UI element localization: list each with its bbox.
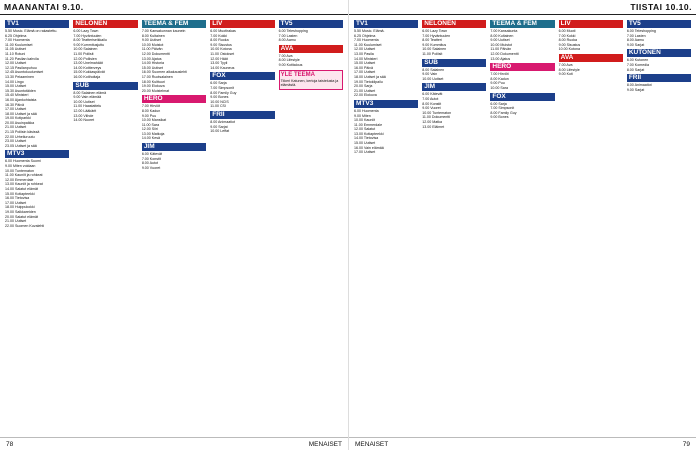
channel-header-nelonen: NELONEN	[73, 20, 137, 28]
program-entry: 6.00 Sarja	[210, 81, 227, 86]
program-entry: 7.00 Autot	[422, 96, 439, 101]
program-entry: 7.00 Komedia	[626, 62, 649, 67]
program-entry: 11.00 CSI	[210, 104, 226, 109]
program-entry: 10.00 Muistot	[141, 42, 164, 47]
program-entry: 6.00 Muotirakas	[210, 29, 236, 33]
program-entry: 8.00 Kultainen	[141, 33, 165, 38]
program-entry: 7.00 Ava	[278, 53, 293, 58]
program-entry: 8.00 Lifestyle	[278, 58, 300, 63]
program-entry: 9.00 Uutiset	[141, 38, 161, 43]
left-page-number: 78	[6, 440, 14, 448]
program-entry: 20.00 Sarja	[354, 84, 373, 89]
channel-listing	[627, 29, 691, 47]
left-columns	[0, 15, 348, 436]
program-entry: 8.00 Aamu	[278, 38, 296, 43]
program-entry: 12.45 Asuntokuulumiset	[5, 70, 44, 75]
program-entry: 11.05 Uutiset	[5, 47, 26, 52]
program-entry: 14.00 Ministeri	[354, 56, 378, 61]
program-entry: 10.00 Tuntematon	[5, 168, 34, 173]
right-col-5	[625, 18, 693, 436]
program-entry: 18.00 Uutiset ja sää	[354, 74, 386, 79]
program-entry: 7.00 Ava	[558, 62, 573, 67]
program-entry: 16.00 Vain elämää	[354, 145, 384, 150]
program-entry: 9.00 Miten	[354, 113, 371, 118]
program-entry: 16.30 Päivä	[5, 102, 24, 107]
channel-header-hero: HERO	[142, 95, 206, 103]
program-entry: 6.25 Ohjelma	[354, 33, 376, 38]
program-entry: 12.00 Salatut	[354, 127, 376, 132]
program-entry: 19.00 Salkkareiden	[5, 209, 36, 214]
program-entry: 10.00 NCIS	[210, 99, 229, 104]
program-entry: 11.00 Dokumentti	[422, 115, 451, 120]
program-entry: 10.00 Muistot	[490, 42, 512, 47]
program-entry: 14.00 Salatut elämät	[5, 187, 38, 191]
channel-listing	[559, 29, 623, 52]
program-entry: 12.00 Uutiset	[5, 61, 27, 66]
channel-listing	[142, 152, 206, 170]
program-entry: 11.20 Pasilan kahvila	[5, 56, 39, 61]
program-entry: 13.00 Ajatus	[141, 56, 162, 61]
program-entry: 9.00 Sarjat	[210, 124, 228, 129]
program-entry: 7.00 Hyväntuulen	[422, 33, 451, 38]
program-entry: 10.00 Salainen	[73, 47, 98, 52]
program-entry: 13.00 Tyyli	[210, 61, 228, 66]
program-entry: 12.00 Emmerdale	[5, 177, 34, 182]
channel-listing	[210, 120, 274, 134]
channel-header-fox: FOX	[210, 72, 274, 80]
program-entry: 14.00 Kauneus	[210, 65, 235, 70]
program-entry: 9.00 Koti	[558, 72, 573, 77]
program-entry: 10.00 Kotona	[558, 47, 580, 52]
program-entry: 6.25 Ohjelma	[5, 33, 27, 38]
program-entry: 9.00 Bones	[210, 95, 229, 100]
program-entry: 11.00 Kuulumiset	[5, 42, 33, 47]
program-entry: 9.00 Puu	[141, 113, 157, 118]
channel-header-sub: SUB	[73, 82, 137, 90]
right-columns	[349, 15, 696, 436]
right-col-1	[352, 18, 420, 436]
program-entry: 10.00 Kauniit	[354, 118, 375, 123]
program-entry: 8.00 Kultainen	[490, 33, 514, 38]
program-entry: 14.00 Nuoret	[73, 118, 95, 123]
program-entry: 5.50 Music. Elämä on rakastettu.	[5, 29, 58, 33]
program-entry: 14.00 Historia	[141, 61, 164, 66]
program-entry: 6.00 Muoti	[558, 29, 576, 33]
program-entry: 6.00 Lazy Town	[73, 29, 99, 33]
channel-header-liv: LIV	[559, 20, 623, 28]
program-entry: 10.00 Tuntematon	[422, 110, 452, 115]
channel-header-fox: FOX	[490, 93, 554, 101]
program-entry: 12.00 Dokumentti	[490, 51, 519, 56]
program-entry: 16.00 Päivä	[354, 65, 373, 70]
channel-listing	[627, 58, 691, 72]
program-entry: 13.30 Pelaaminen	[5, 74, 34, 79]
program-entry: 8.00 Kadun	[141, 108, 161, 113]
program-entry: 8.00 Salainen elämä	[73, 90, 107, 95]
program-entry: 14.00 Kotiterveys	[73, 65, 102, 70]
program-entry: 14.00 Tietovisa	[354, 136, 379, 141]
program-entry: 8.00 Family Guy	[490, 110, 517, 115]
program-entry: 6.00 Huomenta Suomi	[5, 159, 41, 164]
program-entry: 8.00 Family Guy	[210, 90, 237, 95]
program-entry: 20.00 Muistelmat	[141, 88, 170, 93]
program-entry: 17.00 Uutiset	[5, 107, 27, 112]
program-entry: 8.00 Salainen	[422, 67, 445, 72]
channel-listing	[422, 92, 486, 129]
program-entry: 7.00 Konstit	[141, 156, 161, 161]
program-entry: 11.00 Kuulumiset	[354, 42, 382, 47]
program-entry: 11.00 Ostokset	[210, 51, 235, 56]
program-entry: 7.00 Huomenta	[354, 38, 379, 43]
channel-listing	[142, 29, 206, 93]
program-entry: 8.00 Aamu	[626, 38, 644, 43]
channel-listing	[142, 104, 206, 141]
program-entry: 17.00 Ruotsalainen	[141, 74, 173, 79]
program-entry: 7.00 Simpsonit	[490, 106, 515, 111]
program-entry: 7.00 Hyväntuulen	[73, 33, 102, 38]
channel-header-frii: FRII	[210, 111, 274, 119]
program-entry: 8.00 Animaatiot	[626, 83, 652, 88]
program-entry: 12.00 Häät	[210, 56, 228, 61]
program-entry: 15.30 Asuntotäiden	[5, 88, 36, 93]
program-entry: 18.00 Uutiset ja sää	[5, 111, 37, 116]
channel-listing	[354, 29, 418, 98]
program-entry: 9.00 Vain	[422, 72, 438, 77]
program-entry: 10.00 Leffat	[210, 129, 230, 134]
program-entry: 7.00 Hirviöt	[490, 72, 509, 77]
left-col-5	[277, 18, 345, 436]
highlight-box-text: Tiikeri Katunen, kertoja taistelusta ja elämästä.	[280, 78, 339, 88]
left-footer-brand: MENAISET	[308, 440, 342, 448]
channel-listing	[210, 81, 274, 109]
program-entry: 11.00 Päivän	[141, 47, 163, 52]
program-entry: 20.00 Asuinpaikka	[5, 120, 35, 125]
channel-header-mtv3: MTV3	[354, 100, 418, 108]
program-entry: 22.00 Elokuva	[354, 93, 377, 98]
channel-header-tv5: TV5	[627, 20, 691, 28]
program-entry: 14.00 Kesä	[141, 136, 160, 141]
program-entry: 5.50 Music. Elämä.	[354, 29, 385, 33]
program-entry: 19.00 Kotiparkki	[5, 116, 31, 121]
channel-listing	[422, 29, 486, 57]
program-entry: 16.00 Ajankohtaista	[5, 97, 37, 102]
channel-header-tv1: TV1	[354, 20, 418, 28]
left-page-header	[0, 0, 348, 15]
program-entry: 8.00 Animaatiot	[210, 119, 235, 124]
right-page-header	[349, 0, 696, 15]
program-entry: 9.00 Vuoret	[422, 106, 441, 111]
program-entry: 14.00 Lingo	[5, 79, 24, 84]
program-entry: 21.00 Uutiset	[5, 125, 27, 130]
left-footer	[0, 437, 348, 450]
program-entry: 8.00 Lifestyle	[558, 67, 580, 72]
program-entry: 12.00 Lääkärit	[73, 108, 97, 113]
program-entry: 10.00 Kotona	[210, 47, 232, 52]
program-entry: 9.00 Sarjat	[626, 87, 645, 92]
program-entry: 6.00 Huomenta	[354, 108, 379, 113]
channel-header-nelonen: NELONEN	[422, 20, 486, 28]
program-entry: 10.00 Salainen	[422, 47, 447, 52]
highlight-box	[279, 70, 343, 90]
program-entry: 8.00 Teatteriseikkailu	[73, 38, 107, 43]
highlight-box-title: YLE TEEMA	[280, 71, 315, 78]
program-entry: 13.00 Kotiapteekki	[354, 131, 384, 136]
channel-listing	[627, 83, 691, 92]
program-entry: 12.00 Poliisien	[73, 56, 97, 61]
channel-header-tv1: TV1	[5, 20, 69, 28]
program-entry: 22.00 Urheiluruutu	[5, 134, 35, 139]
program-entry: 13.00 Kauniit ja rohkeat	[5, 182, 43, 187]
program-entry: 7.00 Lasten	[626, 33, 646, 38]
channel-header-teema: TEEMA & FEM	[490, 20, 554, 28]
right-footer	[349, 437, 696, 450]
channel-listing	[73, 29, 137, 80]
program-entry: 7.00 Kokki	[558, 33, 576, 38]
channel-listing	[73, 91, 137, 123]
program-entry: 13.00 Eläimet	[422, 124, 445, 129]
channel-listing	[490, 29, 554, 61]
channel-listing	[279, 29, 343, 43]
left-day-title: MAANANTAI 9.10.	[4, 2, 84, 12]
program-entry: 7.00 Lasten	[278, 33, 298, 38]
right-col-4	[557, 18, 625, 436]
channel-header-teema: TEEMA & FEM	[142, 20, 206, 28]
program-entry: 17.00 Uutiset	[354, 150, 376, 155]
program-entry: 6.00 Sarja	[490, 101, 507, 106]
left-col-2	[71, 18, 139, 436]
channel-header-ava: AVA	[559, 54, 623, 62]
program-entry: 13.00 Unelmahäät	[73, 61, 103, 66]
program-entry: 10.00 Sara	[490, 85, 508, 90]
program-entry: 6.00 Kätevät	[141, 152, 162, 157]
channel-listing	[354, 109, 418, 155]
program-entry: 23.00 Uutiset	[5, 139, 27, 144]
channel-header-jim: JIM	[422, 83, 486, 91]
channel-header-sub: SUB	[422, 59, 486, 67]
channel-header-frii: FRII	[627, 74, 691, 82]
program-entry: 6.00 Teleshopping	[626, 29, 656, 33]
right-footer-brand: MENAISET	[355, 440, 389, 448]
program-entry: 11.00 Kauniit ja rohkeat	[5, 173, 43, 178]
program-entry: 8.00 Teatteri	[422, 38, 442, 43]
channel-listing	[279, 54, 343, 68]
program-entry: 9.00 Kotitalous	[278, 62, 303, 67]
program-entry: 6.00 Kutonen	[626, 58, 649, 63]
program-entry: 7.00 Simpsonit	[210, 85, 234, 90]
program-entry: 19.00 Elokuva	[141, 84, 165, 89]
program-entry: 13.00 Ajatus	[490, 56, 511, 61]
channel-listing	[5, 159, 69, 228]
program-entry: 11.00 Poliisit	[422, 51, 443, 56]
program-entry: 11.10 Rotuni	[5, 51, 26, 56]
right-col-3	[488, 18, 556, 436]
program-entry: 15.00 Uutiset	[5, 84, 27, 89]
program-entry: 8.00 Autot	[141, 161, 158, 166]
program-entry: 15.00 Uutiset	[141, 65, 163, 70]
program-entry: 10.00 Uutiset	[422, 76, 444, 81]
left-col-4	[208, 18, 276, 436]
right-page	[348, 0, 696, 450]
channel-header-liv: LIV	[210, 20, 274, 28]
channel-header-tv5: TV5	[279, 20, 343, 28]
program-entry: 9.00 Sisustus	[210, 42, 232, 47]
program-entry: 10.00 Mansikat	[141, 118, 167, 123]
program-entry: 15.00 Kukkaspäivät	[73, 70, 105, 75]
left-col-1	[3, 18, 71, 436]
channel-listing	[5, 29, 69, 148]
channel-listing	[559, 63, 623, 77]
program-entry: 11.00 Sara	[141, 122, 160, 127]
program-entry: 8.00 Ruoka	[558, 38, 577, 43]
program-entry: 13.00 Matkoja	[141, 131, 165, 136]
program-entry: 21.00 Uutiset	[5, 219, 27, 224]
right-day-title: TIISTAI 10.10.	[630, 2, 692, 12]
program-entry: 7.00 Kokki	[210, 33, 227, 38]
program-entry: 12.00 Siiri	[141, 127, 158, 132]
program-entry: 19.00 Tietokilpailu	[354, 79, 383, 84]
program-entry: 12.15 Pasilanpuhuu	[5, 65, 37, 70]
program-entry: 12.00 Dokumentti	[141, 51, 170, 56]
program-entry: 6.00 Lazy Town	[422, 29, 448, 33]
program-entry: 15.00 Uutiset	[354, 61, 376, 66]
right-page-number: 79	[682, 440, 690, 448]
program-entry: 16.00 Suomen aikakauslehti	[141, 70, 187, 75]
left-col-3	[140, 18, 208, 436]
channel-header-jim: JIM	[142, 143, 206, 151]
program-entry: 9.00 Puu	[490, 81, 505, 86]
right-col-2	[420, 18, 488, 436]
program-entry: 12.00 Matka	[422, 119, 442, 124]
program-entry: 9.00 Vuoret	[141, 165, 161, 170]
program-entry: 8.00 Konstit	[422, 101, 442, 106]
program-entry: 8.00 Ruoka	[210, 38, 229, 43]
channel-listing	[422, 68, 486, 82]
program-entry: 10.00 Uutiset	[73, 99, 95, 104]
program-entry: 9.00 Bones	[490, 115, 509, 120]
channel-header-kutonen: KUTONEN	[627, 49, 691, 57]
program-entry: 8.00 Kadun	[490, 76, 509, 81]
program-entry: 7.00 Huomenta	[5, 38, 30, 43]
program-entry: 11.00 Poliisit	[73, 51, 94, 56]
channel-listing	[210, 29, 274, 70]
channel-header-ava: AVA	[279, 45, 343, 53]
program-entry: 22.00 Suomen Kuvalehti	[5, 223, 45, 228]
program-entry: 6.00 Teleshopping	[278, 29, 308, 33]
program-entry: 11.00 Päivän	[490, 47, 512, 52]
program-entry: 13.00 Pasila	[354, 51, 374, 56]
program-entry: 21.00 Uutiset	[354, 88, 376, 93]
program-entry: 7.00 Kansakunnan kaunein	[141, 29, 186, 33]
program-entry: 9.00 Sisustus	[558, 42, 581, 47]
program-entry: 9.00 Kummitus	[422, 42, 447, 47]
program-entry: 17.00 Uutiset	[354, 70, 376, 75]
channel-header-mtv3: MTV3	[5, 150, 69, 158]
program-entry: 9.00 Miten voidaan	[5, 164, 36, 169]
program-entry: 6.00 Kätevät	[422, 92, 443, 97]
program-entry: 9.00 Vain elämää	[73, 95, 102, 100]
channel-listing	[490, 102, 554, 120]
program-entry: 17.00 Uutiset	[5, 200, 27, 205]
program-entry: 7.00 Kansakunta	[490, 29, 518, 33]
program-entry: 11.00 Emmerdale	[354, 122, 383, 127]
program-entry: 20.00 Salatut elämät	[5, 214, 38, 219]
program-entry: 21.15 Poliisin käsissä	[5, 130, 40, 135]
program-entry: 9.00 Kummitusjuttu	[73, 42, 105, 47]
program-entry: 23.05 Uutiset ja sää	[5, 143, 37, 148]
program-entry: 12.00 Uutiset	[354, 47, 376, 52]
program-entry: 9.00 Uutiset	[490, 38, 510, 43]
program-entry: 18.00 Huippukokki	[5, 205, 35, 210]
program-entry: 15.00 Uutiset	[354, 141, 376, 146]
program-entry: 15.40 Ministeri	[5, 93, 29, 98]
program-entry: 16.00 Kotihoitaja	[73, 74, 101, 79]
channel-header-hero: HERO	[490, 63, 554, 71]
program-entry: 7.00 Hirviöt	[141, 104, 160, 109]
program-entry: 15.00 Kotiapteekki	[5, 191, 35, 196]
program-entry: 11.00 Haastattelu	[73, 104, 102, 109]
program-entry: 9.00 Sarjat	[626, 42, 645, 47]
channel-listing	[490, 72, 554, 90]
program-entry: 13.00 Viihde	[73, 113, 94, 118]
program-entry: 8.00 Sarjat	[626, 67, 645, 72]
program-entry: 16.00 Tietovisa	[5, 196, 30, 201]
program-entry: 18.00 Kulttuuri	[141, 79, 165, 84]
